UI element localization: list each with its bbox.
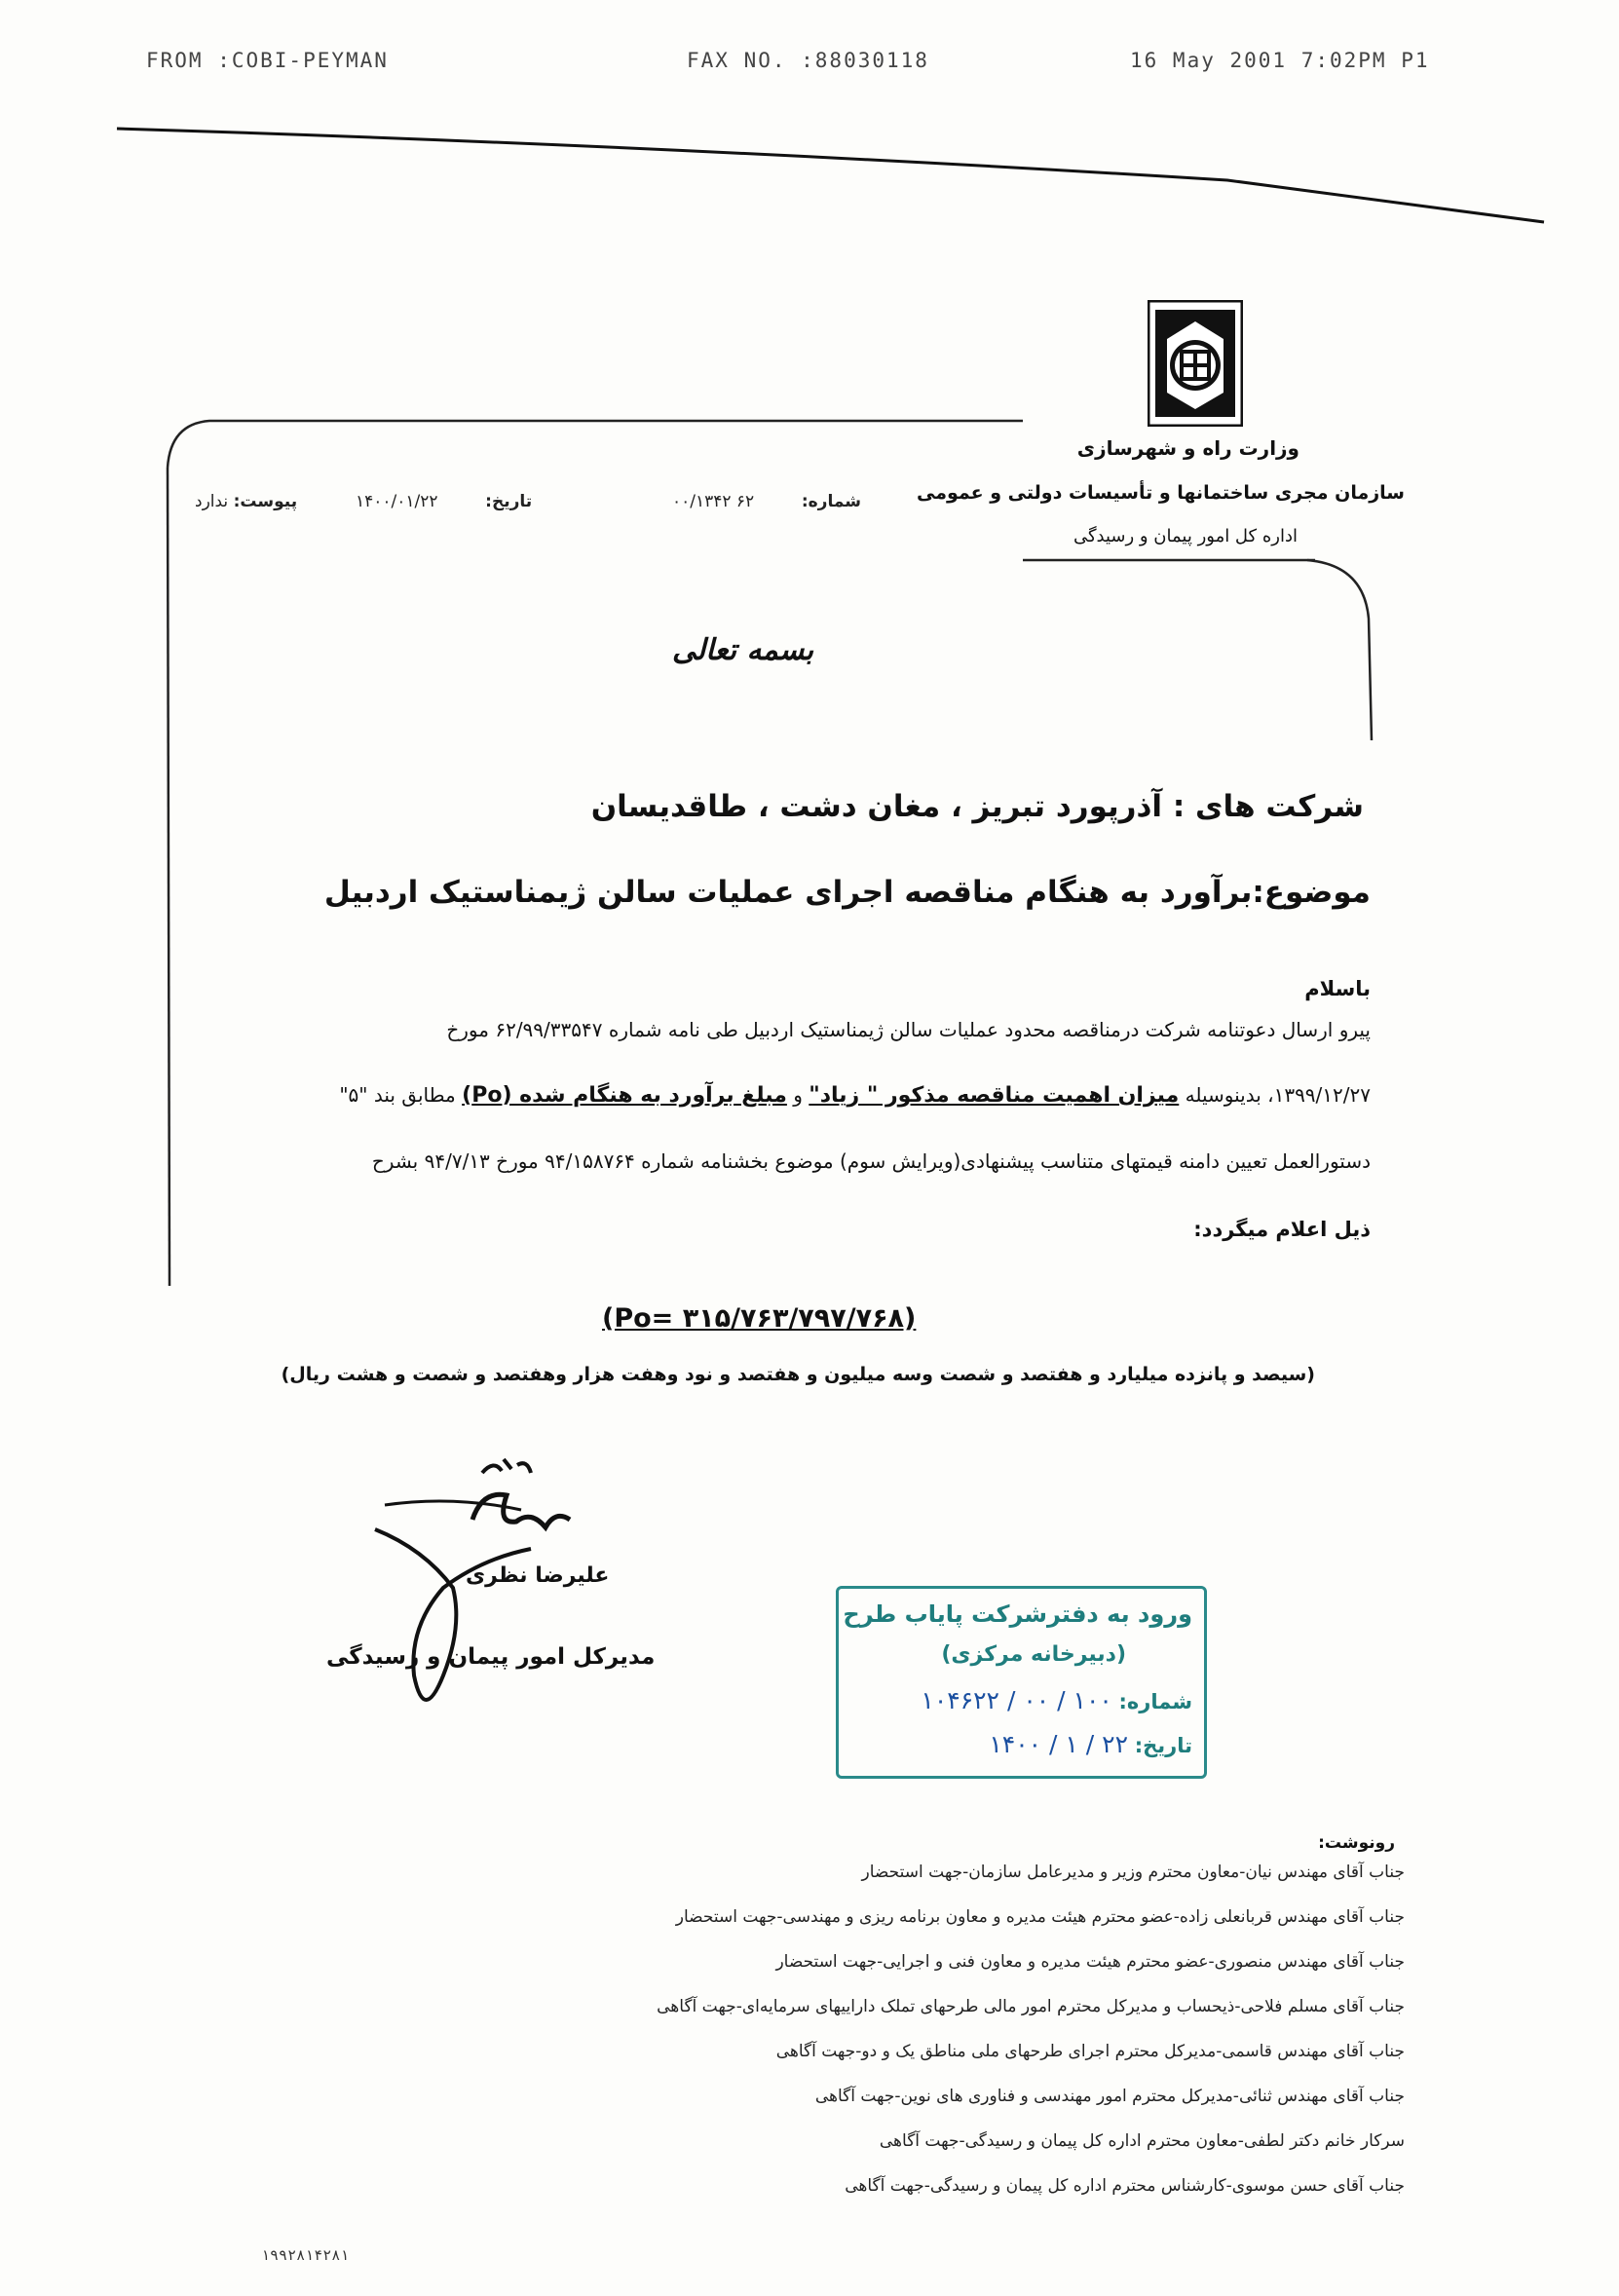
stamp-date-value: ۲۲ / ۱ / ۱۴۰۰: [989, 1730, 1129, 1758]
date-value: ۱۴۰۰/۰۱/۲۲: [356, 492, 438, 511]
number-label: شماره:: [801, 492, 861, 511]
cc-line-3: جناب آقای مهندس منصوری-عضو محترم هیئت مدیره و معاون فنی و اجرایی-جهت استحضار: [775, 1952, 1405, 1972]
stamp-number-value: ۱۰۰ / ۰۰ / ۱۰۴۶۲۲: [921, 1686, 1112, 1714]
cc-line-1: جناب آقای مهندس نیان-معاون محترم وزیر و مدیرعامل سازمان-جهت استحضار: [861, 1863, 1405, 1882]
cc-line-2: جناب آقای مهندس قربانعلی زاده-عضو محترم هیئت مدیره و معاون برنامه ریزی و مهندسی-جهت استحضار: [675, 1907, 1405, 1927]
estimate-amount-phrase: مبلغ برآورد به هنگام شده (Po): [462, 1083, 787, 1108]
body-line-2: [143, 1083, 1371, 1108]
footer-code: ۱۹۹۲۸۱۴۲۸۱: [261, 2246, 350, 2264]
cc-line-4: جناب آقای مسلم فلاحی-ذیحساب و مدیرکل محترم امور مالی طرحهای تملک داراییهای سرمایه‌ای-جهت آگاهی: [657, 1997, 1405, 2016]
estimate-amount: (Po= ۳۱۵/۷۶۳/۷۹۷/۷۶۸): [602, 1303, 917, 1334]
body-line-3: دستورالعمل تعیین دامنه قیمتهای متناسب پیشنهادی(ویرایش سوم) موضوع بخشنامه شماره ۹۴/۱۵۸۷۶۴ مورخ ۹۴/۷/۱۳ بشرح: [371, 1149, 1371, 1173]
stamp-number-label: شماره:: [1118, 1690, 1192, 1713]
fax-number: FAX NO. :88030118: [687, 49, 929, 72]
receipt-stamp: [836, 1586, 1207, 1779]
handwritten-signature: [336, 1451, 599, 1734]
cc-heading: رونوشت:: [1318, 1833, 1395, 1853]
stamp-date: [989, 1730, 1192, 1758]
department-name: اداره کل امور پیمان و رسیدگی: [1073, 526, 1298, 546]
date-label: تاریخ:: [485, 492, 533, 511]
basmala: بسمه تعالی: [672, 633, 814, 667]
greeting: باسلام: [1304, 977, 1371, 1000]
signer-title: مدیرکل امور پیمان و رسیدگی: [326, 1644, 656, 1670]
signer-name: علیرضا نظری: [466, 1563, 610, 1588]
body-line-4: ذیل اعلام میگردد:: [1193, 1218, 1371, 1241]
cc-line-7: سرکار خانم دکتر لطفی-معاون محترم اداره کل پیمان و رسیدگی-جهت آگاهی: [879, 2131, 1405, 2151]
stamp-line-1: ورود به دفترشرکت پایاب طرح: [843, 1600, 1192, 1628]
number-field: [672, 492, 861, 511]
cc-line-8: جناب آقای حسن موسوی-کارشناس محترم اداره کل پیمان و رسیدگی-جهت آگاهی: [845, 2176, 1405, 2196]
stamp-number: [921, 1686, 1192, 1714]
ministry-logo: [1148, 300, 1243, 427]
stamp-date-label: تاریخ:: [1134, 1734, 1192, 1757]
body-line-2-and: و: [793, 1083, 803, 1107]
body-line-2-clause: مطابق بند "۵": [339, 1083, 456, 1107]
organization-name: سازمان مجری ساختمانها و تأسیسات دولتی و عمومی: [917, 482, 1405, 504]
importance-level: میزان اهمیت مناقصه مذکور " زیاد": [809, 1083, 1180, 1108]
fax-datetime: 16 May 2001 7:02PM P1: [1130, 49, 1430, 72]
attachment-value: ندارد: [195, 492, 229, 511]
number-value: ۶۲ ۰۰/۱۳۴۲: [672, 492, 755, 511]
stamp-line-2: (دبیرخانه مرکزی): [941, 1642, 1126, 1667]
fax-from: FROM :COBI-PEYMAN: [146, 49, 389, 72]
cc-line-5: جناب آقای مهندس قاسمی-مدیرکل محترم اجرای طرحهای ملی مناطق یک و دو-جهت آگاهی: [775, 2042, 1405, 2061]
attachment-label: پیوست:: [233, 492, 298, 511]
date-field: [356, 492, 532, 511]
recipient-companies: شرکت های : آذرپورد تبریز ، مغان دشت ، طاقدیسان: [590, 789, 1364, 824]
body-line-1: پیرو ارسال دعوتنامه شرکت درمناقصه محدود عملیات سالن ژیمناستیک اردبیل طی نامه شماره ۶۲/۹۹/۳۳۵۴۷ مورخ: [446, 1018, 1371, 1041]
ministry-name: وزارت راه و شهرسازی: [1076, 436, 1299, 460]
cc-line-6: جناب آقای مهندس ثنائی-مدیرکل محترم امور مهندسی و فناوری های نوین-جهت آگاهی: [814, 2087, 1405, 2106]
attachment-field: [195, 492, 297, 511]
body-line-2-intro: ۱۳۹۹/۱۲/۲۷، بدینوسیله: [1185, 1083, 1371, 1107]
amount-in-words: (سیصد و پانزده میلیارد و هفتصد و شصت وسه میلیون و هفتصد و نود وهفت هزار وهفتصد و شصت و هشت ریال): [281, 1364, 1315, 1385]
letter-subject: موضوع:برآورد به هنگام مناقصه اجرای عملیات سالن ژیمناستیک اردبیل: [323, 875, 1371, 910]
